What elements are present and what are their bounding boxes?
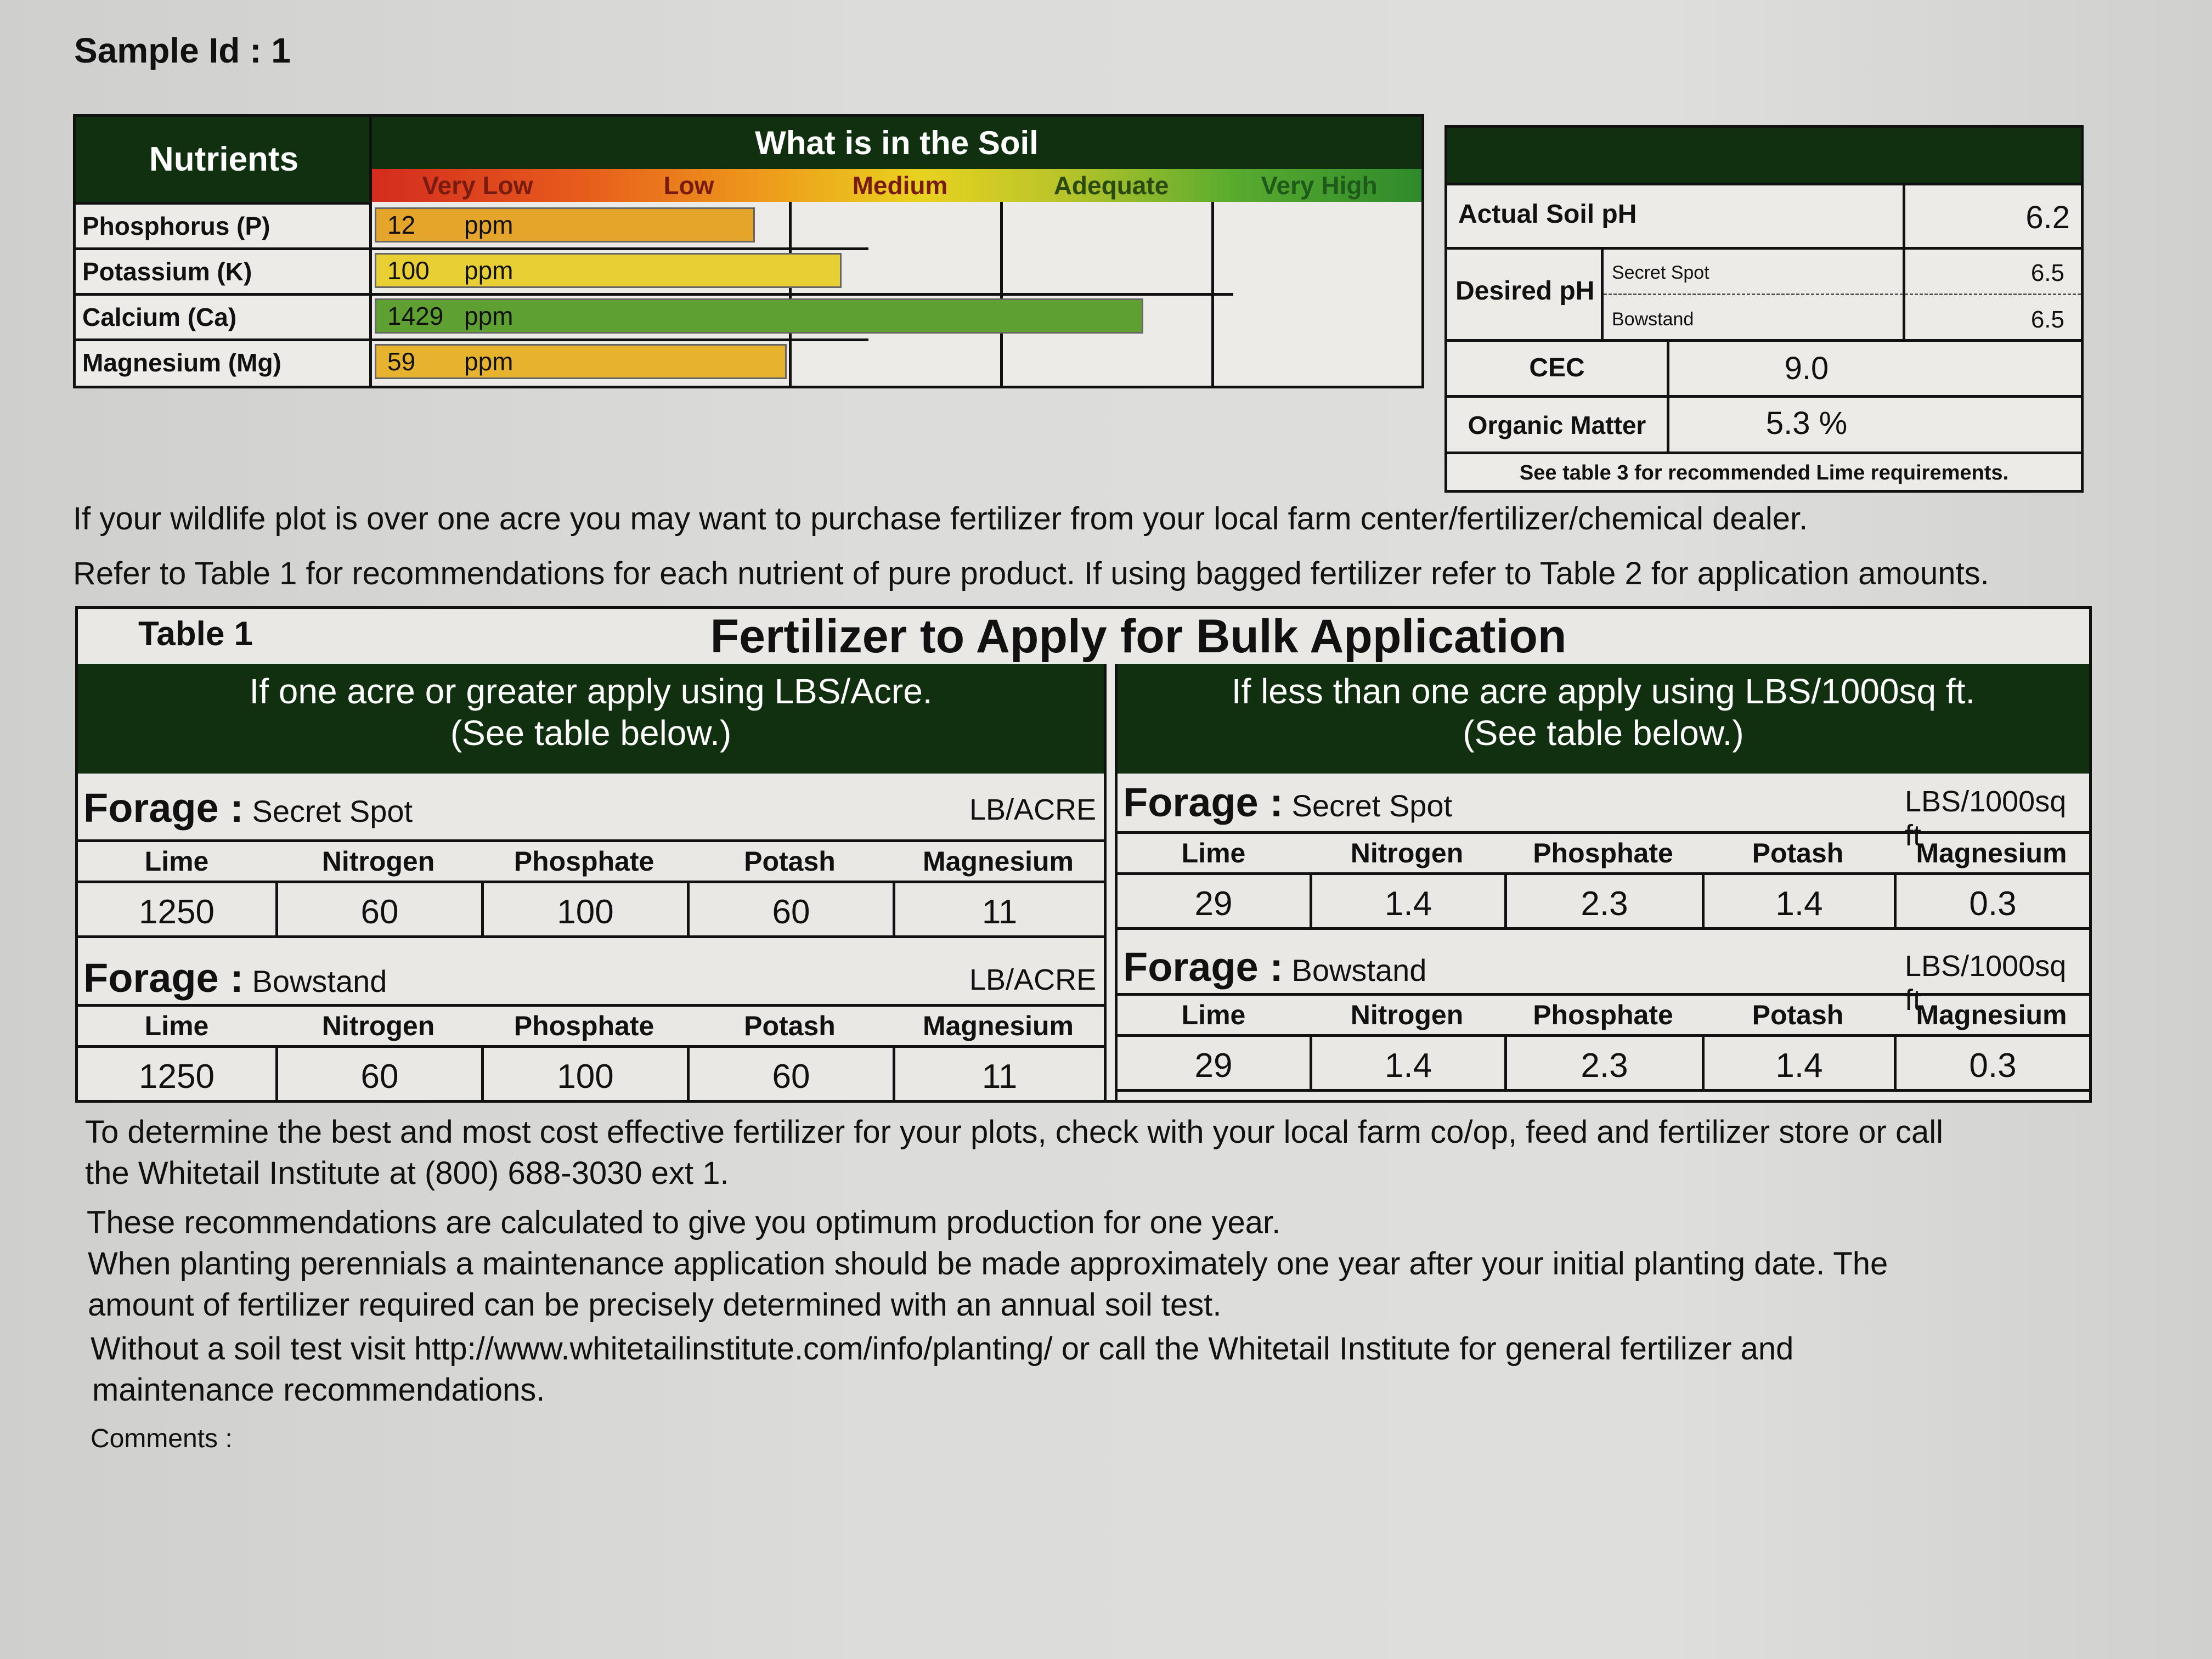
comments-label: Comments : (91, 1424, 233, 1453)
col-header: Phosphate (1533, 838, 1673, 868)
cec-label: CEC (1529, 353, 1585, 382)
forage-name: Bowstand (252, 964, 387, 998)
lime-footnote: See table 3 for recommended Lime requirements. (1519, 461, 2009, 484)
table-label: Table 1 (138, 615, 253, 653)
actual-ph-value: 6.2 (2025, 200, 2070, 235)
ph-divider (1447, 183, 2081, 185)
note-line: To determine the best and most cost effective fertilizer for your plots, check with your local farm co/op, feed and fertilizer store or call (85, 1114, 1943, 1150)
value-cell: 11 (893, 881, 1104, 938)
value-cell: 60 (275, 881, 481, 938)
forage-word: Forage : (1123, 780, 1283, 825)
nutrient-unit: ppm (464, 211, 514, 239)
fertilizer-grid (1118, 831, 2089, 935)
range-low: Low (663, 171, 714, 200)
nutrient-unit: ppm (464, 347, 514, 376)
nutrient-unit: ppm (464, 256, 514, 285)
left-header-line-1: If one acre or greater apply using LBS/Acre. (249, 672, 933, 711)
value-cell: 1.4 (1310, 872, 1504, 930)
nutrient-name-phosphorus: Phosphorus (P) (76, 202, 372, 247)
organic-matter-value: 5.3 % (1765, 405, 1848, 441)
desired-forage-secret-spot: Secret Spot (1612, 262, 1709, 283)
note-line: When planting perennials a maintenance application should be made approximately one year after your initial planting date. The (88, 1246, 1888, 1282)
nutrient-bar (375, 207, 755, 242)
fertilizer-table (75, 606, 2092, 1103)
range-adequate: Adequate (1053, 171, 1169, 200)
value-cell: 1.4 (1702, 1034, 1894, 1092)
nutrient-value: 12 (387, 211, 416, 239)
col-header: Potash (744, 1011, 836, 1041)
actual-ph-label: Actual Soil pH (1458, 200, 1637, 229)
value-cell: 100 (481, 881, 687, 938)
value-cell: 0.3 (1894, 1034, 2089, 1092)
range-divider (1211, 202, 1214, 386)
nutrient-name-potassium: Potassium (K) (76, 247, 372, 293)
value-cell: 29 (1118, 1034, 1310, 1092)
ph-divider (1447, 339, 2081, 342)
nutrient-bar (375, 253, 842, 288)
forage-name: Secret Spot (1291, 788, 1453, 823)
nutrients-header: Nutrients (76, 117, 372, 202)
sample-id-label: Sample Id : (74, 31, 262, 70)
desired-forage-bowstand: Bowstand (1612, 309, 1694, 330)
col-header: Nitrogen (321, 1011, 435, 1041)
fertilizer-grid (1118, 993, 2089, 1100)
sample-id-value: 1 (271, 31, 291, 70)
note-line: amount of fertilizer required can be precisely determined with an annual soil test. (88, 1287, 1222, 1323)
fertilizer-grid (78, 1004, 1104, 1105)
col-header: Magnesium (1916, 1000, 2067, 1030)
forage-title (83, 955, 387, 1001)
note-line: maintenance recommendations. (92, 1372, 545, 1408)
value-cell: 2.3 (1504, 872, 1702, 930)
soil-ph-panel (1444, 125, 2084, 493)
sample-id (74, 30, 291, 71)
forage-word: Forage : (83, 955, 244, 1001)
range-very-high: Very High (1261, 171, 1378, 200)
value-cell: 29 (1118, 872, 1310, 930)
forage-word: Forage : (1123, 944, 1283, 990)
col-header: Lime (144, 846, 209, 877)
col-header: Potash (1752, 838, 1844, 868)
col-header: Phosphate (1533, 1000, 1673, 1030)
value-cell: 1.4 (1310, 1034, 1504, 1092)
note-line: Without a soil test visit http://www.whitetailinstitute.com/info/planting/ or call the Whitetail Institute for general fertilizer and (91, 1331, 1794, 1367)
col-header: Magnesium (922, 846, 1074, 877)
value-cell: 60 (687, 881, 893, 938)
nutrient-chart (73, 114, 1424, 388)
intro-line-2: Refer to Table 1 for recommendations for each nutrient of pure product. If using bagged fertilizer refer to Table 2 for application amounts. (73, 556, 1989, 591)
col-header: Nitrogen (321, 846, 435, 877)
ph-divider (1447, 247, 2081, 250)
right-header-line-1: If less than one acre apply using LBS/1000sq ft. (1231, 672, 1976, 711)
value-cell: 2.3 (1504, 1034, 1702, 1092)
value-cell: 11 (893, 1045, 1104, 1103)
note-line: the Whitetail Institute at (800) 688-3030 ext 1. (85, 1155, 729, 1191)
range-very-low: Very Low (422, 171, 533, 200)
unit-label: LB/ACRE (969, 793, 1097, 826)
ph-divider (1447, 452, 2081, 454)
unit-label: LBS/1000sq ft (1905, 785, 2067, 852)
note-line: These recommendations are calculated to give you optimum production for one year. (87, 1205, 1281, 1240)
col-header: Potash (744, 846, 836, 877)
row-divider (372, 247, 868, 250)
value-cell: 1250 (78, 1045, 275, 1103)
range-medium: Medium (852, 171, 948, 200)
left-header-line-2: (See table below.) (450, 713, 732, 753)
value-cell: 1.4 (1702, 872, 1894, 930)
forage-name: Bowstand (1291, 953, 1427, 988)
right-header-line-2: (See table below.) (1463, 713, 1744, 753)
range-divider (1000, 202, 1003, 386)
col-header: Nitrogen (1350, 838, 1464, 868)
nutrient-value: 59 (387, 347, 416, 376)
col-header: Lime (144, 1011, 209, 1041)
col-header: Magnesium (1916, 838, 2067, 868)
nutrient-bar (375, 344, 787, 379)
nutrient-value: 1429 (387, 302, 444, 330)
intro-line-1: If your wildlife plot is over one acre you may want to purchase fertilizer from your local farm center/fertilizer/chemical dealer. (73, 501, 1808, 537)
half-divider (1104, 664, 1118, 1100)
range-scale (372, 169, 1421, 202)
nutrient-name-calcium: Calcium (Ca) (76, 293, 372, 338)
forage-title (1123, 779, 1452, 826)
table-title: Fertilizer to Apply for Bulk Application (710, 610, 1567, 663)
col-header: Phosphate (514, 846, 654, 877)
value-cell: 0.3 (1894, 872, 2089, 930)
nutrient-name-magnesium: Magnesium (Mg) (76, 338, 372, 384)
row-divider (372, 293, 1233, 296)
organic-matter-label: Organic Matter (1468, 411, 1646, 439)
nutrient-value: 100 (387, 256, 430, 285)
forage-name: Secret Spot (252, 794, 413, 828)
left-header (78, 664, 1104, 774)
unit-label: LB/ACRE (969, 963, 1097, 996)
nutrient-bar (375, 298, 1143, 334)
ph-panel-header (1447, 128, 2081, 183)
forage-title (1123, 944, 1426, 990)
ph-divider (1447, 395, 2081, 398)
col-header: Lime (1181, 1000, 1246, 1030)
forage-word: Forage : (83, 785, 244, 831)
dashed-divider (1604, 294, 2081, 295)
col-header: Nitrogen (1350, 1000, 1464, 1030)
nutrient-unit: ppm (464, 302, 514, 330)
value-cell: 60 (687, 1045, 893, 1103)
forage-title (83, 785, 413, 831)
col-header: Potash (1752, 1000, 1844, 1030)
col-header: Phosphate (514, 1011, 654, 1041)
range-divider (789, 202, 792, 386)
value-cell: 1250 (78, 881, 275, 938)
value-cell: 60 (275, 1045, 481, 1103)
desired-ph-label: Desired pH (1455, 276, 1595, 306)
col-header: Lime (1181, 838, 1246, 868)
desired-ph-bowstand: 6.5 (2030, 306, 2064, 333)
value-cell: 100 (481, 1045, 687, 1103)
right-header (1118, 664, 2089, 774)
cec-value: 9.0 (1784, 351, 1829, 386)
row-divider (372, 338, 868, 341)
col-header: Magnesium (922, 1011, 1074, 1041)
desired-ph-secret-spot: 6.5 (2030, 259, 2064, 286)
soil-header: What is in the Soil (372, 117, 1421, 169)
unit-label: LBS/1000sq ft (1905, 950, 2067, 1017)
fertilizer-grid (78, 839, 1104, 944)
